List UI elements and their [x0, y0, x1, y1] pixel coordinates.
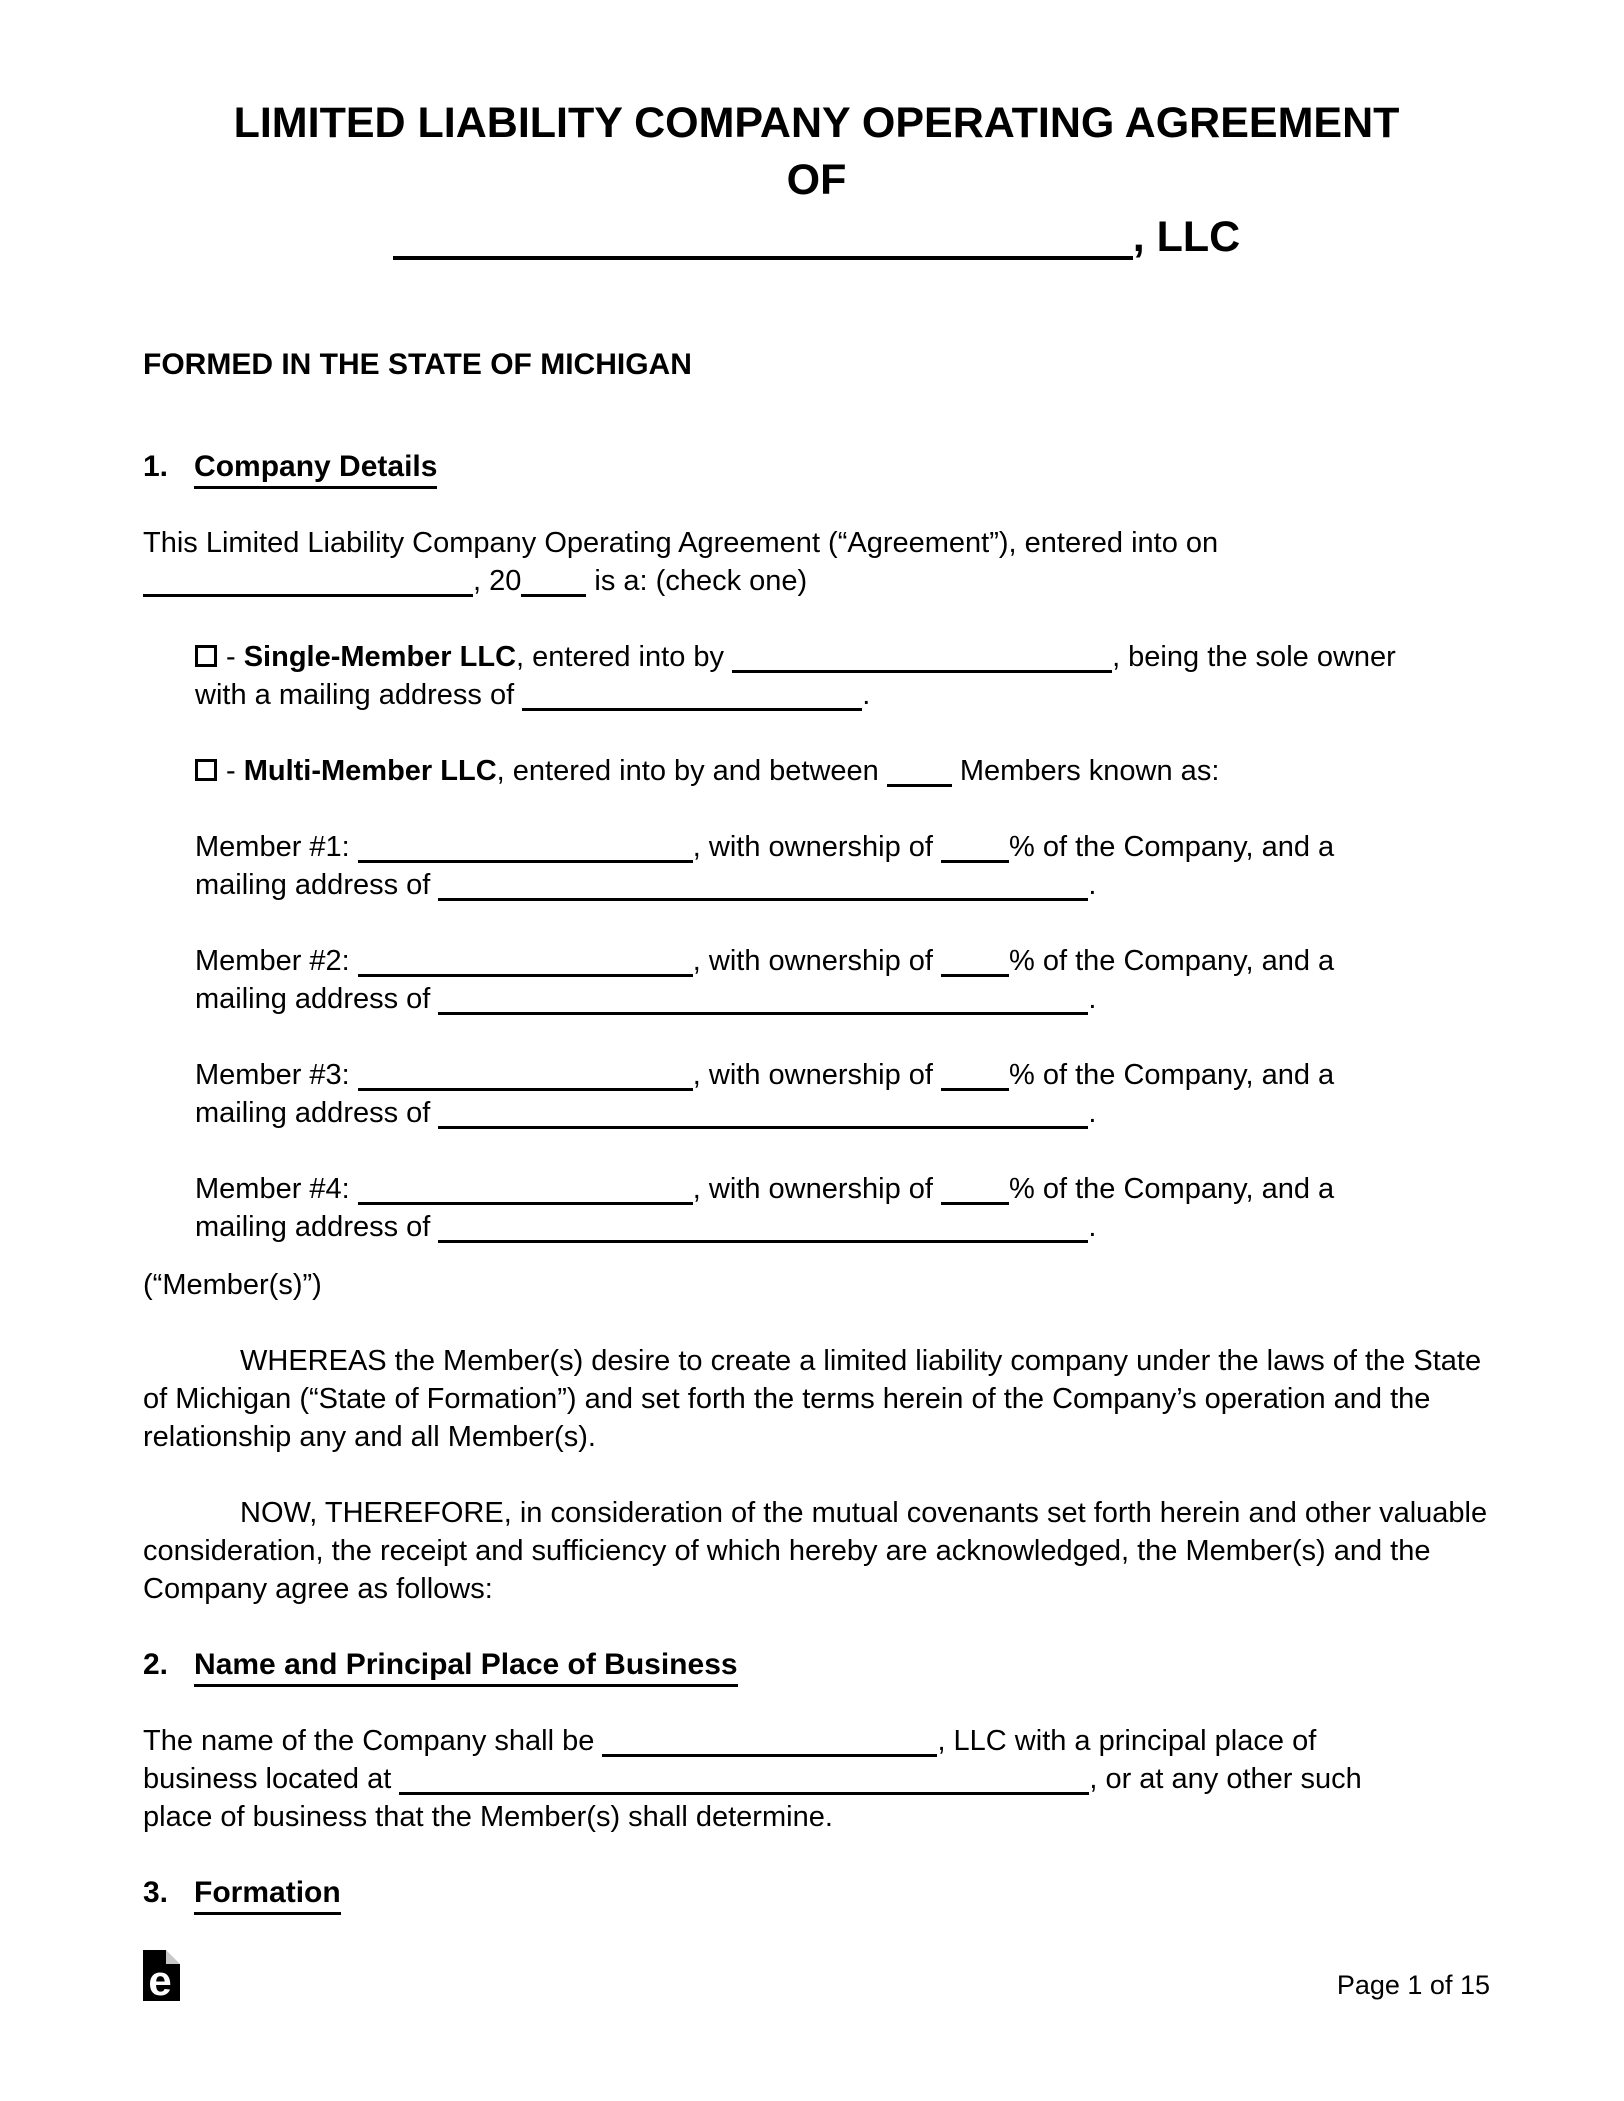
member-2-label: Member #2:: [195, 945, 358, 977]
member-4-address-blank[interactable]: [438, 1237, 1088, 1243]
member-3-text-1: , with ownership of: [692, 1059, 942, 1091]
member-2-ownership-blank[interactable]: [941, 971, 1009, 977]
multi-member-option: [195, 752, 1490, 790]
member-entry-3: [195, 1056, 1490, 1132]
member-entry-4: [195, 1170, 1490, 1246]
member-3-name-blank[interactable]: [358, 1085, 693, 1091]
logo-letter: e: [148, 1957, 172, 2001]
member-2-name-blank[interactable]: [358, 971, 693, 977]
member-1-text-3: mailing address of: [195, 869, 439, 901]
single-member-text-2: , being the sole owner: [1112, 641, 1396, 673]
page-footer: [143, 1950, 1490, 2011]
member-4-text-2: % of the Company, and a: [1009, 1173, 1335, 1205]
member-4-text-1: , with ownership of: [692, 1173, 942, 1205]
multi-member-text-2: Members known as:: [951, 755, 1220, 787]
member-count-blank[interactable]: [887, 781, 952, 787]
member-1-ownership-blank[interactable]: [941, 857, 1009, 863]
sole-owner-name-blank[interactable]: [732, 667, 1112, 673]
member-2-period: .: [1088, 983, 1097, 1015]
title-suffix: , LLC: [1132, 213, 1241, 261]
single-member-period: .: [862, 679, 871, 711]
section-2-heading: [143, 1646, 1490, 1684]
section-2-text-3: business located at: [143, 1763, 400, 1795]
member-1-text-2: % of the Company, and a: [1009, 831, 1335, 863]
date-blank[interactable]: [143, 591, 473, 597]
members-note: (“Member(s)”): [143, 1269, 322, 1301]
whereas-paragraph: WHEREAS the Member(s) desire to create a limited liability company under the laws of the State of Michigan (“State of Formation”) and set forth the terms herein of the Company’s operation and the relationship any and all Member(s).: [143, 1345, 1482, 1453]
member-3-text-3: mailing address of: [195, 1097, 439, 1129]
company-name-blank[interactable]: [393, 253, 1133, 260]
section-2-text-5: place of business that the Member(s) shall determine.: [143, 1801, 833, 1833]
member-2-text-3: mailing address of: [195, 983, 439, 1015]
member-4-ownership-blank[interactable]: [941, 1199, 1009, 1205]
member-4-label: Member #4:: [195, 1173, 358, 1205]
intro-text-2: , 20: [473, 565, 522, 597]
member-4-text-3: mailing address of: [195, 1211, 439, 1243]
section-2-number: 2.: [143, 1648, 169, 1681]
eforms-logo: [143, 1950, 180, 2011]
section-2-paragraph: [143, 1722, 1490, 1836]
member-2-address-blank[interactable]: [438, 1009, 1088, 1015]
year-blank[interactable]: [521, 591, 586, 597]
now-therefore-paragraph: NOW, THEREFORE, in consideration of the mutual covenants set forth herein and other valuable consideration, the receipt and sufficiency of which hereby are acknowledged, the Member(s) and the Company agree as follows:: [143, 1497, 1488, 1605]
single-member-checkbox[interactable]: [195, 645, 217, 667]
page-number-label: Page 1 of 15: [1336, 1970, 1490, 2000]
member-4-period: .: [1088, 1211, 1097, 1243]
member-1-text-1: , with ownership of: [692, 831, 942, 863]
section-2-text-4: , or at any other such: [1089, 1763, 1362, 1795]
section-3-title: Formation: [194, 1876, 341, 1915]
single-member-label: Single-Member LLC: [243, 641, 517, 673]
member-entry-2: [195, 942, 1490, 1018]
multi-member-label: Multi-Member LLC: [243, 755, 497, 787]
member-3-text-2: % of the Company, and a: [1009, 1059, 1335, 1091]
single-member-dash: -: [226, 641, 244, 673]
intro-text-1: This Limited Liability Company Operating Agreement (“Agreement”), entered into on: [143, 527, 1219, 559]
multi-member-checkbox[interactable]: [195, 759, 217, 781]
member-3-label: Member #3:: [195, 1059, 358, 1091]
member-1-label: Member #1:: [195, 831, 358, 863]
section-2-title: Name and Principal Place of Business: [194, 1648, 738, 1687]
member-2-text-1: , with ownership of: [692, 945, 942, 977]
member-entry-1: [195, 828, 1490, 904]
member-3-ownership-blank[interactable]: [941, 1085, 1009, 1091]
member-3-address-blank[interactable]: [438, 1123, 1088, 1129]
intro-paragraph: [143, 524, 1490, 600]
company-name-blank-2[interactable]: [602, 1751, 937, 1757]
section-2-text-2: , LLC with a principal place of: [937, 1725, 1317, 1757]
single-member-text-1: , entered into by: [516, 641, 733, 673]
title-line2: OF: [786, 156, 847, 204]
member-3-period: .: [1088, 1097, 1097, 1129]
member-1-address-blank[interactable]: [438, 895, 1088, 901]
member-1-name-blank[interactable]: [358, 857, 693, 863]
sole-owner-address-blank[interactable]: [522, 705, 862, 711]
member-1-period: .: [1088, 869, 1097, 901]
section-3-heading: [143, 1874, 1490, 1912]
title-line3: [143, 209, 1490, 266]
single-member-text-3: with a mailing address of: [195, 679, 523, 711]
member-2-text-2: % of the Company, and a: [1009, 945, 1335, 977]
document-title: [143, 95, 1490, 266]
single-member-option: [195, 638, 1490, 714]
multi-member-text-1: , entered into by and between: [496, 755, 887, 787]
section-1-heading: [143, 448, 1490, 486]
section-1-title: Company Details: [194, 450, 437, 489]
section-2-text-1: The name of the Company shall be: [143, 1725, 603, 1757]
intro-text-3: is a: (check one): [586, 565, 808, 597]
document-logo-icon: [143, 1950, 180, 2001]
title-line1: LIMITED LIABILITY COMPANY OPERATING AGREEMENT: [233, 99, 1400, 147]
multi-member-dash: -: [226, 755, 244, 787]
business-address-blank[interactable]: [399, 1789, 1089, 1795]
member-4-name-blank[interactable]: [358, 1199, 693, 1205]
section-3-number: 3.: [143, 1876, 169, 1909]
section-1-number: 1.: [143, 450, 169, 483]
formed-in-state-line: FORMED IN THE STATE OF MICHIGAN: [143, 348, 692, 381]
